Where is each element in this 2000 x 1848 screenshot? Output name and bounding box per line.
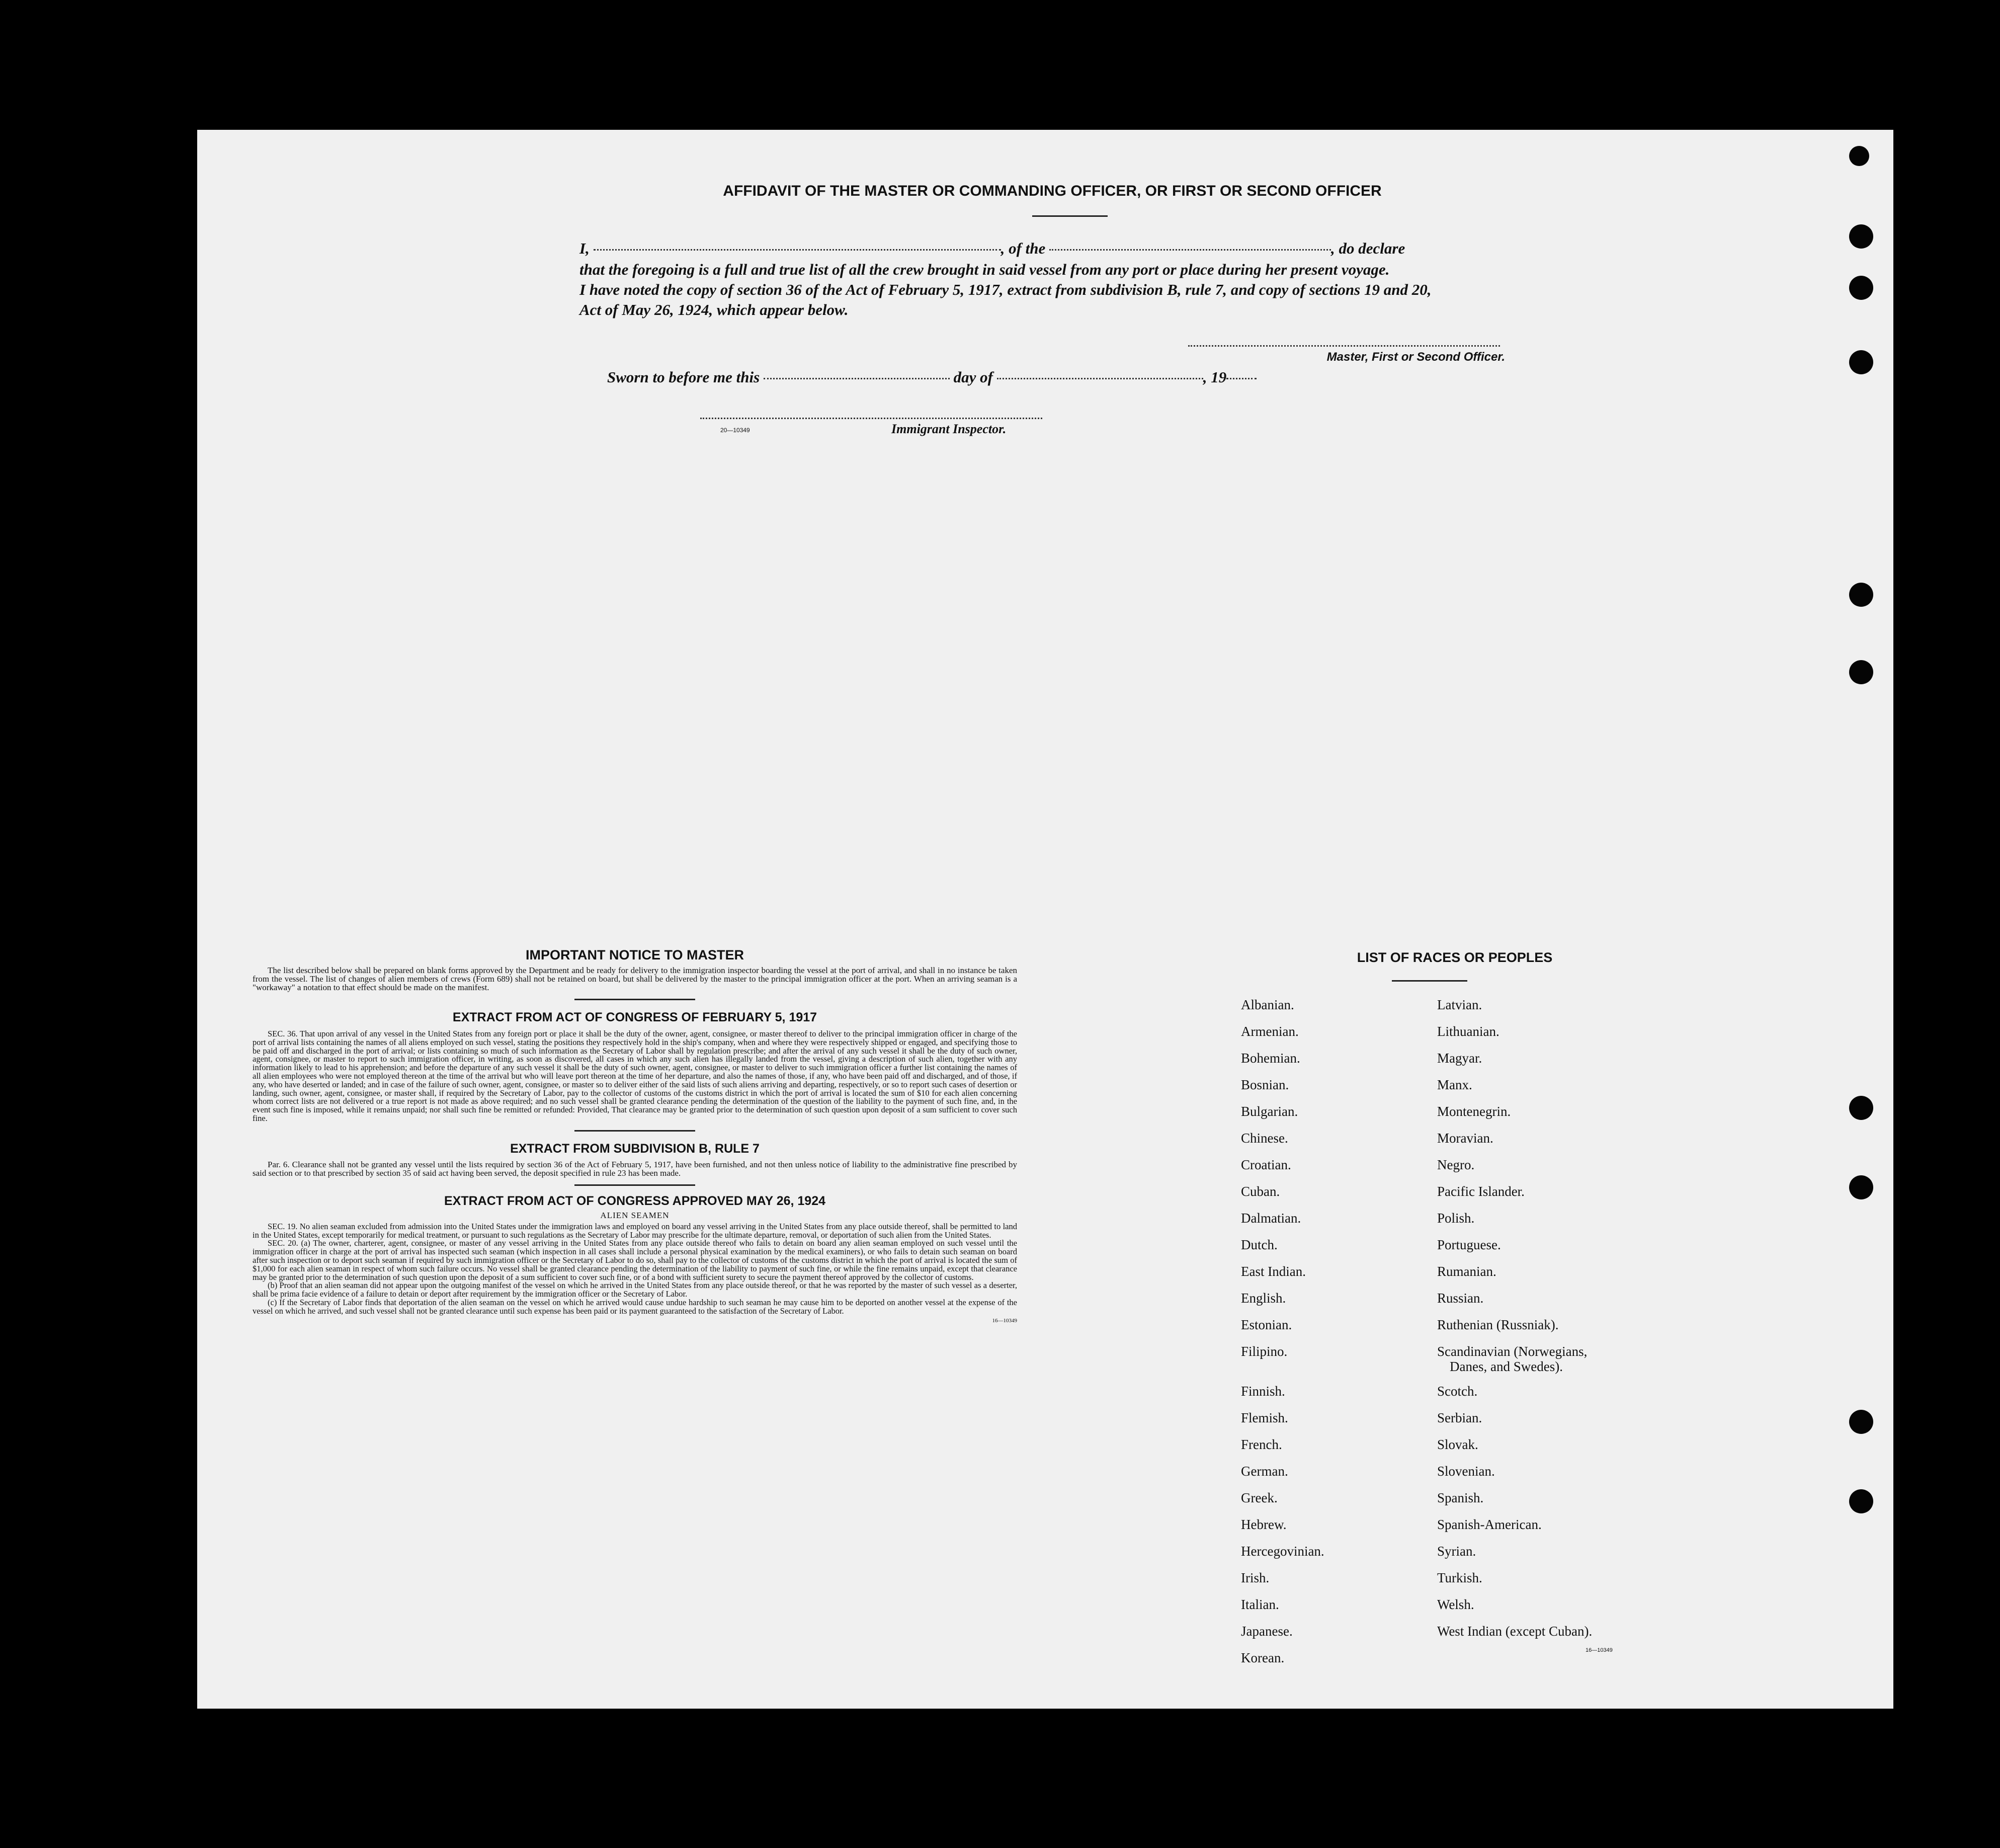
extract-rule7-title: EXTRACT FROM SUBDIVISION B, RULE 7 — [510, 1141, 760, 1156]
document-page — [197, 130, 1893, 1709]
races-title: LIST OF RACES OR PEOPLES — [1357, 950, 1553, 965]
race-item: Estonian. — [1241, 1317, 1292, 1332]
race-item: Latvian. — [1437, 997, 1482, 1012]
extract-1924-subtitle: ALIEN SEAMEN — [600, 1210, 670, 1220]
year-blank — [1226, 378, 1257, 379]
affidavit-form-number: 20—10349 — [720, 427, 750, 434]
race-item: Danes, and Swedes). — [1450, 1359, 1563, 1374]
race-item: Turkish. — [1437, 1570, 1482, 1585]
sworn-month-blank — [997, 378, 1203, 379]
binder-hole — [1849, 1096, 1873, 1120]
race-item: Hercegovinian. — [1241, 1544, 1324, 1559]
race-item: English. — [1241, 1291, 1286, 1306]
race-item: Scotch. — [1437, 1384, 1478, 1399]
race-item: Dalmatian. — [1241, 1211, 1301, 1226]
race-item: German. — [1241, 1464, 1288, 1479]
of-the-text: , of the — [1001, 239, 1046, 257]
race-item: Armenian. — [1241, 1024, 1299, 1039]
race-item: Syrian. — [1437, 1544, 1476, 1559]
binder-hole — [1849, 583, 1873, 607]
do-declare-text: , do declare — [1331, 239, 1405, 257]
affidavit-line-3: Act of May 26, 1924, which appear below. — [579, 301, 849, 318]
race-item: Negro. — [1437, 1157, 1475, 1172]
sworn-line — [607, 368, 1257, 386]
extract-rule7-body: Par. 6. Clearance shall not be granted any vessel until the lists required by section 36 of the Act of February 5, 1917, have been furnished, and not then unless notice of liability to the administrative fine prescribed by said section or to that prescribed by section 35 of said act having been served, the deposit specified in rule 23 has been made. — [253, 1159, 1017, 1178]
extract-1924-sec20a: SEC. 20. (a) The owner, charterer, agent, consignee, or master of any vessel arriving in the United States from any place outside thereof who fails to detain on board any alien seaman employed on such vessel until the immigration officer in charge at the port of arrival has inspected such seaman (which inspection in all cases shall include a personal physical examination by the medical examiners), or who fails to detain such seaman on board after such inspection or to deport such seaman if required by such immigration officer or the Secretary of Labor to do so, shall pay to the collector of customs of the customs district in which the port of arrival is located the sum of $1,000 for each alien seaman in respect of whom such failure occurs. No vessel shall be granted clearance pending the determination of the liability to payment of such fine, or while the fine remains unpaid, except that clearance may be granted prior to the determination of such question upon the deposit of a sum sufficient to cover such fine, or of a bond with sufficient surety to secure the payment thereof approved by the collector of customs. — [253, 1238, 1017, 1282]
race-item: Greek. — [1241, 1490, 1278, 1505]
races-underline — [1392, 980, 1467, 982]
race-item: Chinese. — [1241, 1131, 1288, 1146]
race-item: Cuban. — [1241, 1184, 1280, 1199]
name-blank — [594, 249, 1001, 251]
race-item: Magyar. — [1437, 1051, 1482, 1066]
title-underline — [1032, 215, 1108, 217]
extract-1917-title: EXTRACT FROM ACT OF CONGRESS OF FEBRUARY 5, 1917 — [452, 1010, 817, 1024]
race-item: French. — [1241, 1437, 1282, 1452]
year-text: , 19 — [1203, 368, 1227, 386]
divider-1 — [574, 999, 695, 1000]
affidavit-title: AFFIDAVIT OF THE MASTER OR COMMANDING OFFICER, OR FIRST OR SECOND OFFICER — [723, 183, 1382, 199]
affidavit-line-1: that the foregoing is a full and true list of all the crew brought in said vessel from any port or place during her present voyage. — [579, 261, 1390, 278]
race-item: Flemish. — [1241, 1410, 1288, 1425]
sworn-text: Sworn to before me this — [607, 368, 760, 386]
race-item: Moravian. — [1437, 1131, 1493, 1146]
race-item: Spanish. — [1437, 1490, 1484, 1505]
race-item: Bosnian. — [1241, 1077, 1289, 1092]
race-item: Bulgarian. — [1241, 1104, 1298, 1119]
binder-hole — [1849, 350, 1873, 374]
divider-3 — [574, 1184, 695, 1186]
i-word: I, — [579, 239, 590, 257]
inspector-signature-line — [700, 418, 1042, 419]
race-item: Pacific Islander. — [1437, 1184, 1525, 1199]
race-item: Hebrew. — [1241, 1517, 1287, 1532]
extract-1917-body: SEC. 36. That upon arrival of any vessel in the United States from any foreign port or place it shall be the duty of the owner, agent, consignee, or master thereof to deliver to the principal immigration officer in charge of the port of arrival lists containing the names of all aliens employed on such vessel, stating the positions they respectively hold in the ship's company, when and where they were respectively shipped or engaged, and specifying those to be paid off and discharged in the port of arrival; or lists containing so much of such information as the Secretary of Labor shall by regulation prescribe; and after the arrival of any such vessel it shall be the duty of such owner, agent, consignee, or master to report to such immigration officer, in writing, as soon as discovered, all cases in which any such alien has illegally landed from the vessel, giving a description of such alien, together with any information likely to lead to his apprehension; and before the departure of any such vessel it shall be the duty of such owner, agent, consignee, or master to deliver to such immigration officer a further list containing the names of all alien employees who were not employed thereon at the time of the arrival but who will leave port thereon at the time of her departure, and also the names of those, if any, who have been paid off and discharged, and of those, if any, who have deserted or landed; and in case of the failure of such owner, agent, consignee, or master so to deliver either of the said lists of such aliens arriving and departing, respectively, or so to report such cases of desertion or landing, such owner, agent, consignee, or master shall, if required by the Secretary of Labor, pay to the collector of customs of the customs district in which the port of arrival is located the sum of $10 for each alien concerning whom correct lists are not delivered or a true report is not made as above required; and no such vessel shall be granted clearance pending the determination of the question of the liability to the payment of such fine, and, in the event such fine is imposed, while it remains unpaid; nor shall such fine be remitted or refunded: Provided, That clearance may be granted prior to the determination of such question upon deposit of a sum sufficient to cover such fine. — [253, 1029, 1017, 1123]
race-item: Irish. — [1241, 1570, 1270, 1585]
extract-1924-sec20b: (b) Proof that an alien seaman did not appear upon the outgoing manifest of the vessel on which he arrived in the United States from any place outside thereof, or that he was reported by the master of such vessel as a deserter, shall be prima facie evidence of a failure to detain or deport after requirement by the immigration officer or the Secretary of Labor. — [253, 1280, 1017, 1299]
binder-hole — [1849, 146, 1869, 166]
inspector-caption: Immigrant Inspector. — [891, 422, 1007, 436]
race-item: Slovak. — [1437, 1437, 1478, 1452]
binder-hole — [1849, 660, 1873, 684]
master-caption: Master, First or Second Officer. — [1326, 350, 1505, 364]
extract-1924-form-number: 16—10349 — [992, 1317, 1017, 1324]
race-item: Dutch. — [1241, 1237, 1278, 1252]
race-item: Finnish. — [1241, 1384, 1285, 1399]
race-item: Lithuanian. — [1437, 1024, 1499, 1039]
race-item: Croatian. — [1241, 1157, 1291, 1172]
race-item: Serbian. — [1437, 1410, 1482, 1425]
affidavit-declaration-line — [579, 239, 1405, 258]
day-of-text: day of — [953, 368, 993, 386]
race-item: Ruthenian (Russniak). — [1437, 1317, 1559, 1332]
binder-hole — [1849, 1489, 1873, 1513]
race-item: Portuguese. — [1437, 1237, 1501, 1252]
races-form-number: 16—10349 — [1586, 1647, 1613, 1653]
race-item: Korean. — [1241, 1650, 1285, 1665]
binder-hole — [1849, 1175, 1873, 1199]
binder-hole — [1849, 224, 1873, 249]
race-item: Bohemian. — [1241, 1051, 1300, 1066]
extract-1924-title: EXTRACT FROM ACT OF CONGRESS APPROVED MAY 26, 1924 — [444, 1193, 826, 1208]
notices-column — [253, 947, 1017, 1324]
notice-body: The list described below shall be prepared on blank forms approved by the Department and be ready for delivery to the immigration inspector boarding the vessel at the port of arrival, and shall in no instance be taken from the vessel. The list of changes of alien members of crews (Form 689) shall not be retained on board, but shall be delivered by the master to the principal immigration officer at the port. When an arriving seaman is a "workaway" a notation to that effect should be made on the manifest. — [253, 966, 1017, 992]
race-item: West Indian (except Cuban). — [1437, 1624, 1593, 1639]
race-item: Italian. — [1241, 1597, 1279, 1612]
notice-title: IMPORTANT NOTICE TO MASTER — [526, 947, 744, 962]
race-item: East Indian. — [1241, 1264, 1306, 1279]
race-item: Slovenian. — [1437, 1464, 1495, 1479]
race-item: Japanese. — [1241, 1624, 1293, 1639]
master-signature-line — [1188, 345, 1500, 347]
sworn-day-blank — [764, 378, 950, 379]
binder-hole — [1849, 276, 1873, 300]
race-item: Scandinavian (Norwegians, — [1437, 1344, 1588, 1359]
race-item: Welsh. — [1437, 1597, 1474, 1612]
race-item: Rumanian. — [1437, 1264, 1496, 1279]
race-item: Polish. — [1437, 1211, 1475, 1226]
divider-2 — [574, 1130, 695, 1132]
affidavit-line-2: I have noted the copy of section 36 of the Act of February 5, 1917, extract from subdivision B, rule 7, and copy of sections 19 and 20, — [579, 281, 1432, 298]
race-item: Filipino. — [1241, 1344, 1288, 1359]
extract-1924-sec19: SEC. 19. No alien seaman excluded from admission into the United States under the immigration laws and employed on board any vessel arriving in the United States from any place outside thereof, shall be permitted to land in the United States, except temporarily for medical treatment, or pursuant to such regulations as the Secretary of Labor may prescribe for the ultimate departure, removal, or deportation of such alien from the United States. — [253, 1221, 1017, 1240]
race-item: Manx. — [1437, 1077, 1472, 1092]
vessel-blank — [1049, 249, 1331, 251]
extract-1924-sec20c: (c) If the Secretary of Labor finds that deportation of the alien seaman on the vessel on which he arrived would cause undue hardship to such seaman he may cause him to be deported on another vessel at the expense of the vessel on which he arrived, and such vessel shall not be granted clearance until such expense has been paid or its payment guaranteed to the satisfaction of the Secretary of Labor. — [253, 1297, 1017, 1316]
race-item: Spanish-American. — [1437, 1517, 1542, 1532]
race-item: Montenegrin. — [1437, 1104, 1511, 1119]
binder-hole — [1849, 1410, 1873, 1434]
race-item: Albanian. — [1241, 997, 1294, 1012]
race-item: Russian. — [1437, 1291, 1484, 1306]
